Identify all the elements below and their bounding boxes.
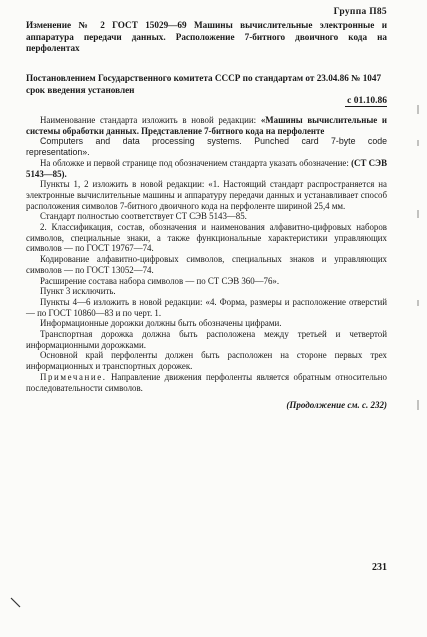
new-title-text: «Машины вычислительные и системы обработки данных. Представление 7-битного кода на перфоленте (26, 115, 388, 136)
paragraph-coding: Кодирование алфавитно-цифровых символов, специальных знаков и управляющих символов — по ГОСТ 13052—74. (26, 254, 387, 275)
paragraph-transport-track: Транспортная дорожка должна быть расположена между третьей и четвертой информационными дорожками. (26, 329, 387, 350)
paragraph-item-3: Пункт 3 исключить. (40, 286, 116, 297)
resolution-text: Постановлением Государственного комитета СССР по стандартам от 23.04.86 № 1047 срок введения установлен (26, 73, 382, 95)
paragraph-base-edge: Основной край перфоленты должен быть расположен на стороне первых трех информационных и транспортных дорожек. (26, 350, 387, 372)
paragraph-title-change (26, 115, 387, 136)
group-code: Группа П85 (333, 7, 387, 17)
paragraph-english-title: Computers and data processing systems. Punched card 7-byte code representation». (26, 136, 387, 158)
paragraph-items-4-6: Пункты 4—6 изложить в новой редакции: «4. Форма, размеры и расположение отверстий — по ГОСТ 10860—83 и по черт. 1. (26, 296, 387, 318)
note-text: Направление движения перфоленты является обратным относительно последовательности символов. (26, 371, 387, 393)
note-label: Примечание. (40, 371, 107, 382)
paragraph-text: Наименование стандарта изложить в новой редакции: (40, 115, 261, 125)
designation-text: (СТ СЭВ 5143—85). (26, 157, 387, 179)
paragraph-compliance: Стандарт полностью соответствует СТ СЭВ 5143—85. (40, 211, 247, 222)
scan-edge-marks-icon (415, 100, 421, 430)
paragraph-text: На обложке и первой странице под обозначением стандарта указать обозначение: (40, 157, 352, 168)
amendment-title: Изменение № 2 ГОСТ 15029—69 Машины вычислительные электронные и аппаратура передачи данных. Расположение 7-битного двоичного кода на перфолентах (26, 20, 387, 54)
paragraph-designation (26, 158, 387, 179)
document-body (26, 115, 387, 393)
page-number: 231 (372, 562, 387, 573)
paragraph-extension: Расширение состава набора символов — по СТ СЭВ 360—76». (40, 275, 280, 286)
effective-date: с 01.10.86 (347, 96, 387, 106)
paragraph-tracks: Информационные дорожки должны быть обозначены цифрами. (40, 318, 282, 329)
scan-mark-icon (10, 597, 22, 609)
paragraph-classification: 2. Классификация, состав, обозначения и наименования алфавитно-цифровых наборов символов, специальные знаки, а также функциональные характеристики управляющих символов — по ГОСТ 19767—74. (26, 222, 387, 254)
paragraph-note (26, 372, 387, 393)
continuation-note: (Продолжение см. с. 232) (286, 400, 387, 410)
paragraph-items-1-2: Пункты 1, 2 изложить в новой редакции: «1. Настоящий стандарт распространяется на электронные вычислительные машины и аппаратуру передачи данных и устанавливает способ расположения символов 7-битного двоичного кода на перфоленте шириной 25,4 мм. (26, 179, 387, 211)
